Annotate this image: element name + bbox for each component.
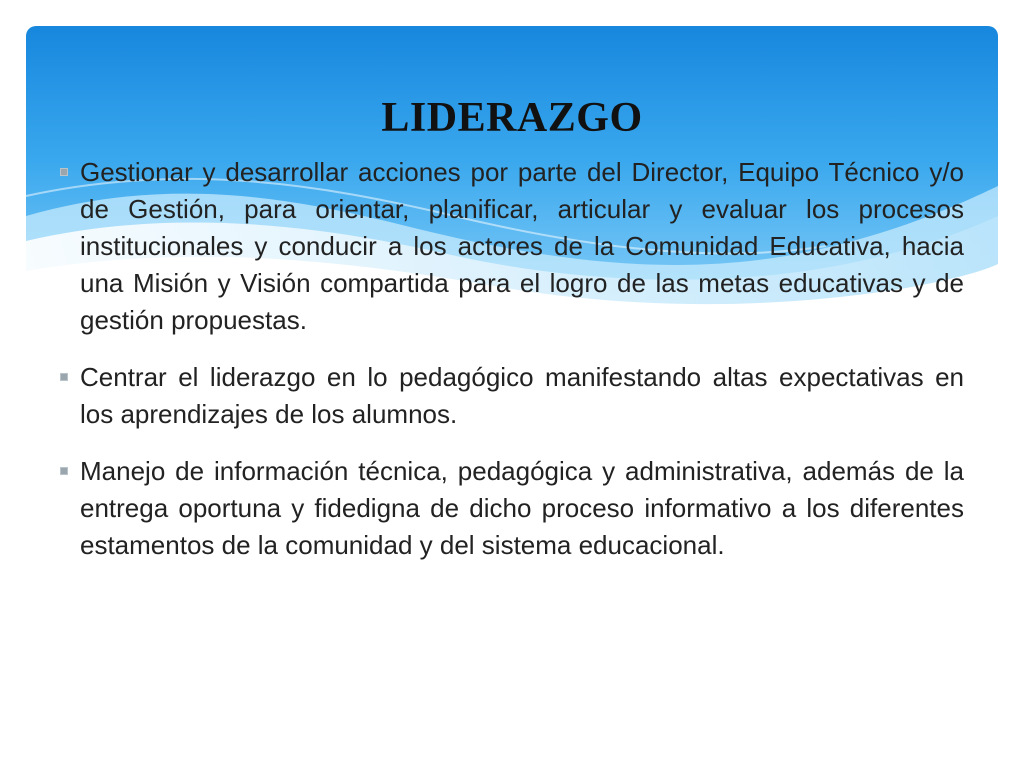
bullet-text: Manejo de información técnica, pedagógica y administrativa, además de la entrega oportuna y fidedigna de dicho proceso informativo a los diferentes estamentos de la comunidad y del sistema educacional. <box>80 456 964 560</box>
bullet-item <box>60 359 964 433</box>
slide-title: LIDERAZGO <box>381 95 643 141</box>
bullet-item <box>60 154 964 339</box>
bullet-list <box>60 154 964 584</box>
square-bullet-icon <box>60 467 68 475</box>
square-bullet-icon <box>60 373 68 381</box>
square-bullet-icon <box>60 168 68 176</box>
bullet-text: Gestionar y desarrollar acciones por parte del Director, Equipo Técnico y/o de Gestión, para orientar, planificar, articular y evaluar los procesos institucionales y conducir a los actores de la Comunidad Educativa, hacia una Misión y Visión compartida para el logro de las metas educativas y de gestión propuestas. <box>80 157 964 335</box>
bullet-item <box>60 453 964 564</box>
bullet-text: Centrar el liderazgo en lo pedagógico manifestando altas expectativas en los aprendizajes de los alumnos. <box>80 362 964 429</box>
